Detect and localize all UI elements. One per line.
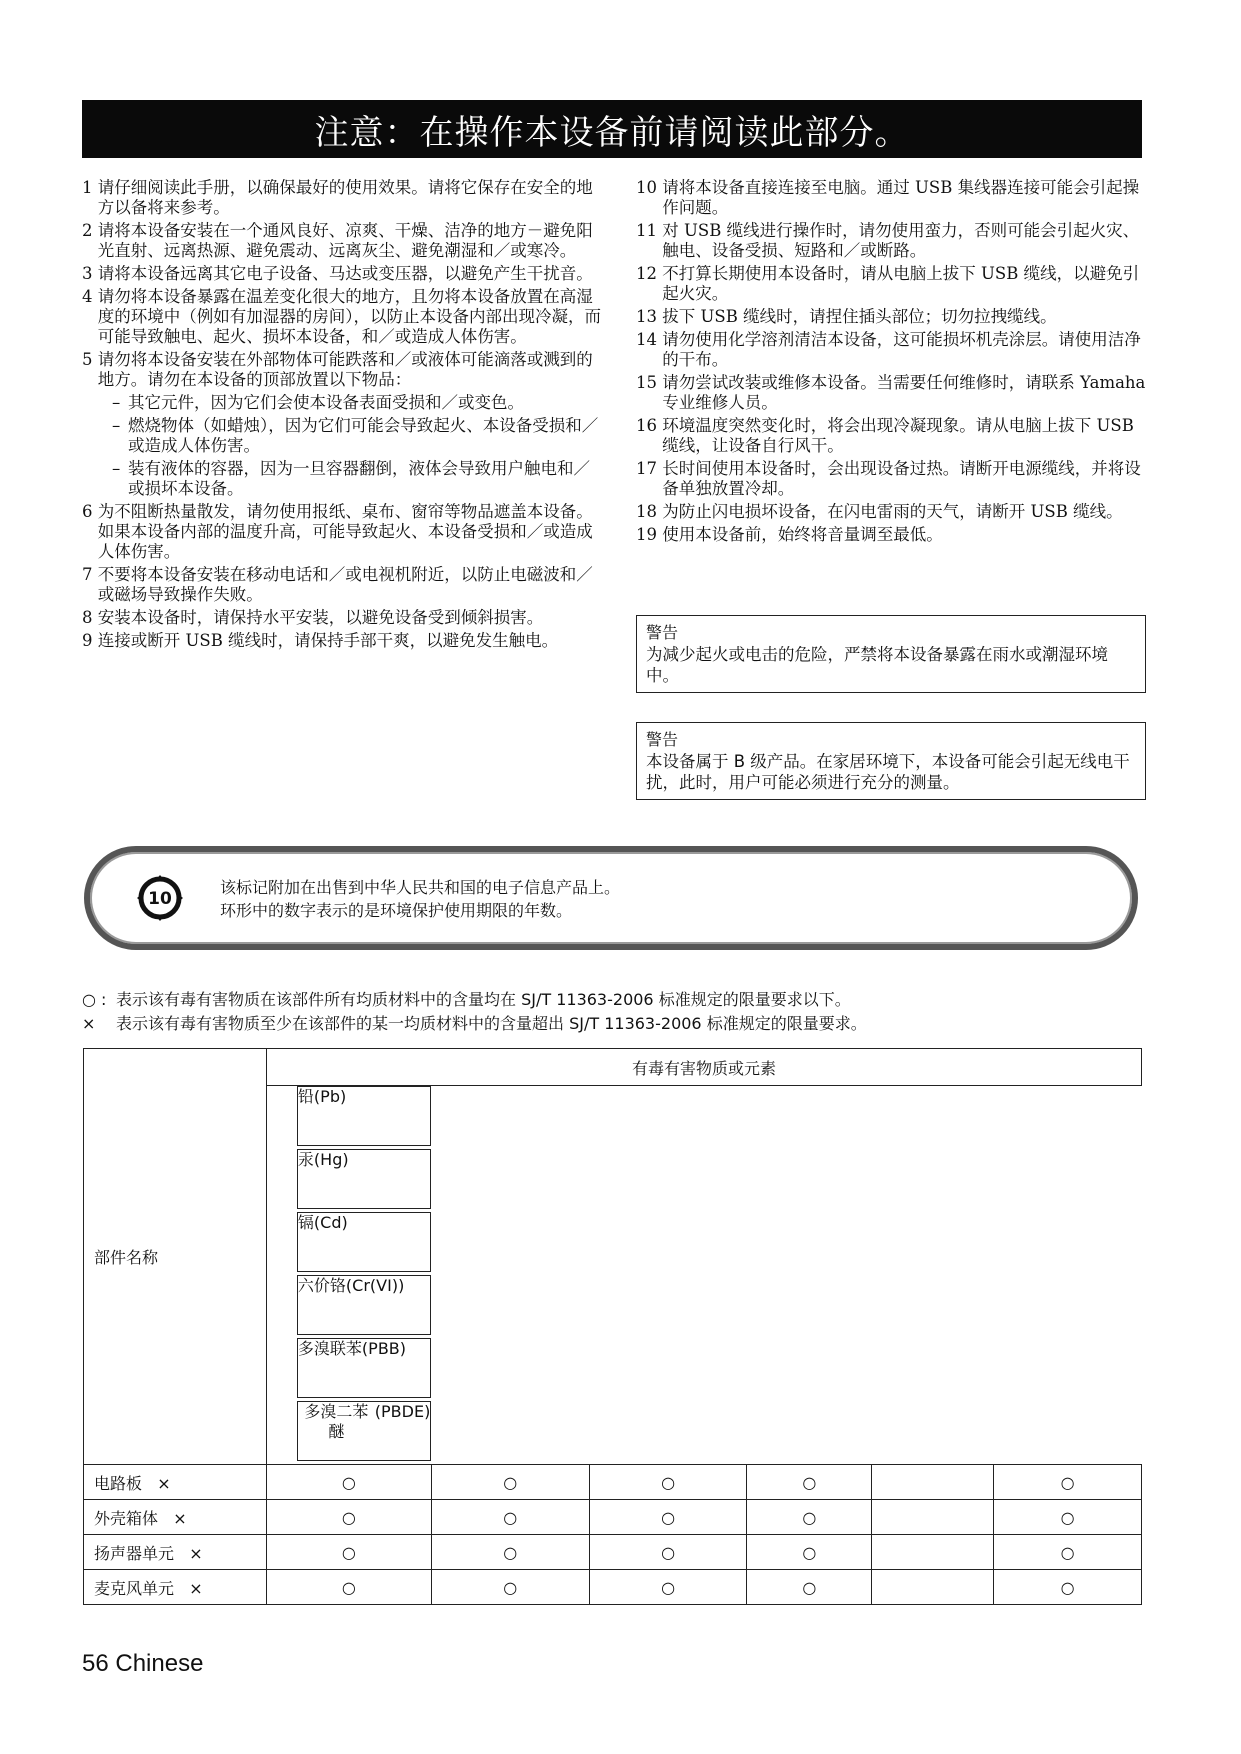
table-header-part: 部件名称 xyxy=(84,1049,267,1465)
column-symbol: (PBDE) xyxy=(374,1402,431,1421)
part-name: 麦克风单元 xyxy=(94,1578,175,1598)
table-cell xyxy=(872,1500,994,1535)
table-cell: ○ xyxy=(266,1500,431,1535)
table-cell: ○ xyxy=(747,1500,872,1535)
item-number: 6 xyxy=(82,502,93,521)
warning-title: 警告 xyxy=(646,623,679,642)
list-item xyxy=(636,502,1146,522)
column-name: 汞 xyxy=(297,1150,314,1169)
item-number: 16 xyxy=(636,416,657,435)
column-header xyxy=(297,1275,431,1335)
part-name: 扬声器单元 xyxy=(94,1543,175,1563)
list-item xyxy=(82,350,604,390)
item-text: 使用本设备前，始终将音量调至最低。 xyxy=(662,525,943,544)
item-text: 为不阻断热量散发，请勿使用报纸、桌布、窗帘等物品遮盖本设备。如果本设备内部的温度升高，可能导致起火、本设备受损和／或造成人体伤害。 xyxy=(97,502,593,561)
part-name-cell xyxy=(84,1570,267,1605)
table-cell: ○ xyxy=(747,1570,872,1605)
column-name: 六价铬 xyxy=(297,1276,346,1295)
item-text: 请将本设备直接连接至电脑。通过 USB 集线器连接可能会引起操作问题。 xyxy=(662,178,1140,217)
warning-box-rain xyxy=(636,615,1146,693)
column-header xyxy=(297,1212,431,1272)
item-number: 12 xyxy=(636,264,657,283)
table-cell: ○ xyxy=(431,1500,589,1535)
item-text: 长时间使用本设备时，会出现设备过热。请断开电源缆线，并将设备单独放置冷却。 xyxy=(662,459,1141,498)
list-item xyxy=(82,565,604,605)
list-item xyxy=(82,287,604,347)
column-symbol: (Cd) xyxy=(313,1213,348,1232)
legend-symbol: ○ : xyxy=(82,990,107,1009)
table-cell xyxy=(872,1465,994,1500)
item-text: 请勿将本设备安装在外部物体可能跌落和／或液体可能滴落或溅到的地方。请勿在本设备的顶部放置以下物品： xyxy=(97,350,593,389)
list-item xyxy=(82,631,604,651)
table-cell: ○ xyxy=(431,1570,589,1605)
item-number: 14 xyxy=(636,330,657,349)
table-cell: ○ xyxy=(994,1570,1142,1605)
dash-bullet: – xyxy=(112,416,121,435)
column-symbol: (Hg) xyxy=(313,1150,349,1169)
column-name: 多溴二苯醚 xyxy=(304,1402,369,1441)
item-text: 安装本设备时，请保持水平安装，以避免设备受到倾斜损害。 xyxy=(97,608,544,627)
item-text: 不要将本设备安装在移动电话和／或电视机附近，以防止电磁波和／或磁场导致操作失败。 xyxy=(97,565,593,604)
item-text: 请将本设备安装在一个通风良好、凉爽、干燥、洁净的地方－避免阳光直射、远离热源、避免震动、远离灰尘、避免潮湿和／或寒冷。 xyxy=(97,221,593,260)
epup-number: 10 xyxy=(148,889,172,909)
item-text: 为防止闪电损坏设备，在闪电雷雨的天气，请断开 USB 缆线。 xyxy=(662,502,1123,521)
notice-line: 环形中的数字表示的是环境保护使用期限的年数。 xyxy=(220,901,573,920)
item-number: 1 xyxy=(82,178,93,197)
table-cell: ○ xyxy=(266,1535,431,1570)
left-column xyxy=(82,178,604,654)
part-flag: × xyxy=(157,1473,171,1493)
dash-bullet: – xyxy=(112,393,121,412)
table-row xyxy=(84,1570,1142,1605)
item-text: 连接或断开 USB 缆线时，请保持手部干爽，以避免发生触电。 xyxy=(97,631,559,650)
list-item xyxy=(636,307,1146,327)
item-text: 请勿将本设备暴露在温差变化很大的地方，且勿将本设备放置在高湿度的环境中（例如有加湿器的房间），以防止本设备内部出现冷凝，而可能导致触电、起火、损坏本设备，和／或造成人体伤害。 xyxy=(97,287,601,346)
item-number: 15 xyxy=(636,373,657,392)
item-number: 8 xyxy=(82,608,93,627)
sub-list-item xyxy=(112,459,604,499)
item-text: 拔下 USB 缆线时，请捏住插头部位；切勿拉拽缆线。 xyxy=(662,307,1057,326)
epup-10-icon xyxy=(134,872,186,924)
column-header xyxy=(297,1338,431,1398)
sub-list-item xyxy=(112,416,604,456)
table-cell: ○ xyxy=(266,1570,431,1605)
item-number: 19 xyxy=(636,525,657,544)
table-cell xyxy=(872,1570,994,1605)
warning-box-class-b xyxy=(636,722,1146,800)
table-cell: ○ xyxy=(589,1570,747,1605)
column-name: 镉 xyxy=(297,1213,314,1232)
item-number: 18 xyxy=(636,502,657,521)
item-number: 11 xyxy=(636,221,657,240)
table-cell xyxy=(872,1535,994,1570)
table-cell: ○ xyxy=(747,1535,872,1570)
table-row xyxy=(84,1465,1142,1500)
list-item xyxy=(636,525,1146,545)
item-text: 请勿尝试改装或维修本设备。当需要任何维修时，请联系 Yamaha 专业维修人员。 xyxy=(662,373,1146,412)
column-symbol: (PBB) xyxy=(361,1339,407,1358)
legend xyxy=(82,988,867,1036)
column-symbol: (Pb) xyxy=(313,1087,347,1106)
legend-symbol: × xyxy=(82,1014,96,1033)
item-text: 对 USB 缆线进行操作时，请勿使用蛮力，否则可能会引起火灾、触电、设备受损、短路和／或断路。 xyxy=(662,221,1140,260)
item-number: 17 xyxy=(636,459,657,478)
sub-list-item xyxy=(112,393,604,413)
list-item xyxy=(636,459,1146,499)
table-cell: ○ xyxy=(431,1465,589,1500)
column-name: 多溴联苯 xyxy=(297,1339,362,1358)
list-item xyxy=(636,330,1146,370)
list-item xyxy=(636,416,1146,456)
item-number: 7 xyxy=(82,565,93,584)
table-cell: ○ xyxy=(994,1465,1142,1500)
table-cell: ○ xyxy=(994,1535,1142,1570)
sub-item-text: 装有液体的容器，因为一旦容器翻倒，液体会导致用户触电和／或损坏本设备。 xyxy=(128,459,590,498)
column-header xyxy=(297,1086,431,1146)
legend-row xyxy=(82,1012,867,1036)
column-header xyxy=(297,1149,431,1209)
part-name: 外壳箱体 xyxy=(94,1508,159,1528)
warning-title: 警告 xyxy=(646,730,679,749)
item-number: 4 xyxy=(82,287,93,306)
list-item xyxy=(82,608,604,628)
part-name-cell xyxy=(84,1500,267,1535)
part-flag: × xyxy=(189,1543,203,1563)
table-row xyxy=(84,1535,1142,1570)
item-number: 2 xyxy=(82,221,93,240)
table-cell: ○ xyxy=(994,1500,1142,1535)
hazardous-substance-table xyxy=(83,1048,1142,1605)
list-item xyxy=(82,178,604,218)
item-text: 环境温度突然变化时，将会出现冷凝现象。请从电脑上拔下 USB 缆线，让设备自行风干。 xyxy=(662,416,1134,455)
notice-text xyxy=(220,876,620,922)
sub-item-text: 其它元件，因为它们会使本设备表面受损和／或变色。 xyxy=(128,393,524,412)
part-name-cell xyxy=(84,1535,267,1570)
part-name-cell xyxy=(84,1465,267,1500)
item-number: 5 xyxy=(82,350,93,369)
table-cell: ○ xyxy=(589,1500,747,1535)
item-text: 请勿使用化学溶剂清洁本设备，这可能损坏机壳涂层。请使用洁净的干布。 xyxy=(662,330,1141,369)
table-row xyxy=(84,1500,1142,1535)
warning-text: 为减少起火或电击的危险，严禁将本设备暴露在雨水或潮湿环境中。 xyxy=(646,645,1108,685)
item-number: 9 xyxy=(82,631,93,650)
legend-row xyxy=(82,988,867,1012)
list-item xyxy=(636,178,1146,218)
list-item xyxy=(82,221,604,261)
item-number: 10 xyxy=(636,178,657,197)
item-number: 13 xyxy=(636,307,657,326)
part-flag: × xyxy=(173,1508,187,1528)
page-footer: 56 Chinese xyxy=(82,1650,204,1677)
legend-text: 表示该有毒有害物质在该部件所有均质材料中的含量均在 SJ/T 11363-2006 标准规定的限量要求以下。 xyxy=(116,990,851,1009)
list-item xyxy=(82,502,604,562)
item-number: 3 xyxy=(82,264,93,283)
item-text: 请仔细阅读此手册，以确保最好的使用效果。请将它保存在安全的地方以备将来参考。 xyxy=(97,178,593,217)
table-cell: ○ xyxy=(431,1535,589,1570)
table-header-group: 有毒有害物质或元素 xyxy=(266,1049,1141,1086)
column-header xyxy=(297,1401,431,1461)
list-item xyxy=(82,264,604,284)
dash-bullet: – xyxy=(112,459,121,478)
part-name: 电路板 xyxy=(94,1473,143,1493)
item-text: 不打算长期使用本设备时，请从电脑上拔下 USB 缆线，以避免引起火灾。 xyxy=(662,264,1140,303)
table-cell: ○ xyxy=(266,1465,431,1500)
page-title: 注意：在操作本设备前请阅读此部分。 xyxy=(82,100,1142,158)
part-flag: × xyxy=(189,1578,203,1598)
epup-notice xyxy=(84,846,1138,950)
right-column xyxy=(636,178,1146,548)
list-item xyxy=(636,221,1146,261)
column-name: 铅 xyxy=(297,1087,314,1106)
sub-item-text: 燃烧物体（如蜡烛），因为它们可能会导致起火、本设备受损和／或造成人体伤害。 xyxy=(128,416,599,455)
table-cell: ○ xyxy=(589,1535,747,1570)
list-item xyxy=(636,373,1146,413)
column-symbol: (Cr(VI)) xyxy=(345,1276,405,1295)
table-cell: ○ xyxy=(747,1465,872,1500)
warning-text: 本设备属于 B 级产品。在家居环境下，本设备可能会引起无线电干扰，此时，用户可能必须进行充分的测量。 xyxy=(646,752,1130,792)
item-text: 请将本设备远离其它电子设备、马达或变压器，以避免产生干扰音。 xyxy=(97,264,593,283)
notice-line: 该标记附加在出售到中华人民共和国的电子信息产品上。 xyxy=(220,878,621,897)
list-item xyxy=(636,264,1146,304)
legend-text: 表示该有毒有害物质至少在该部件的某一均质材料中的含量超出 SJ/T 11363-2006 标准规定的限量要求。 xyxy=(116,1014,867,1033)
table-cell: ○ xyxy=(589,1465,747,1500)
